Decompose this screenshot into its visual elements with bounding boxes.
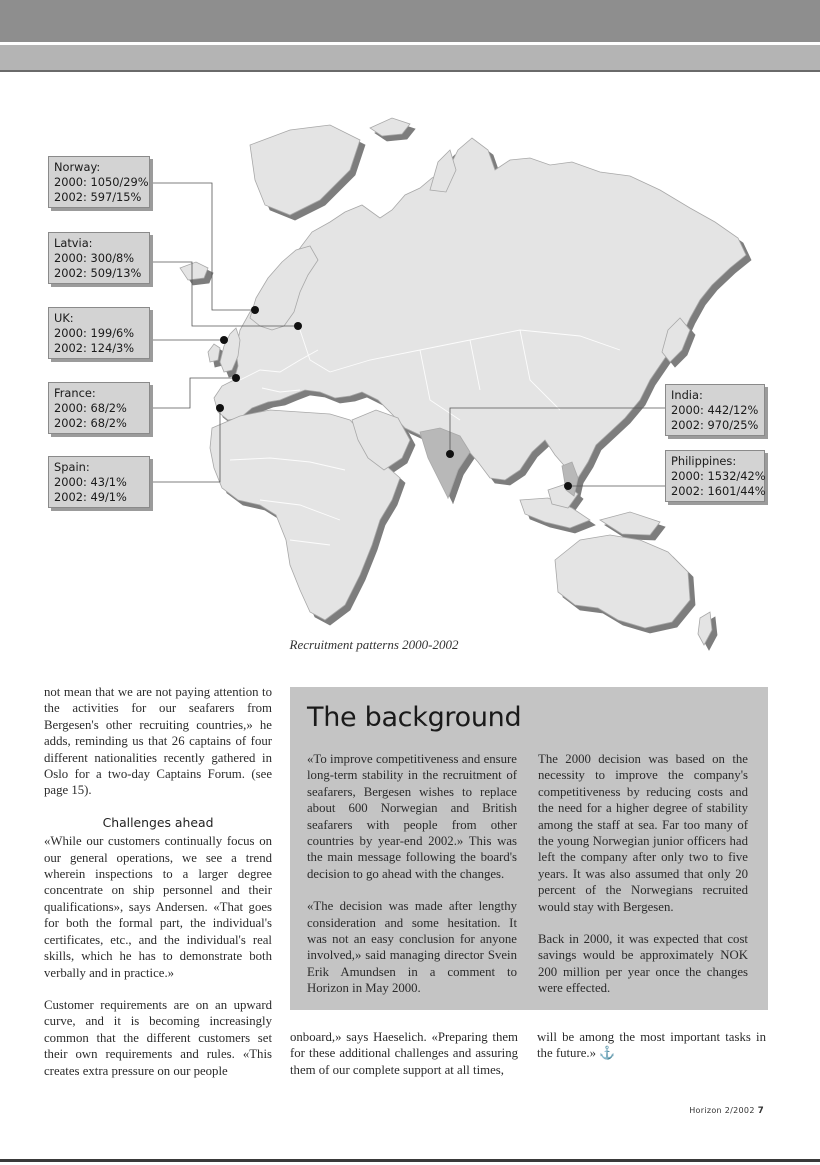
label-value-2000: 2000: 43/1% [54,475,127,489]
marker-france [232,374,240,382]
article-left-column [44,684,272,1095]
label-value-2002: 2002: 509/13% [54,266,142,280]
label-value-2000: 2000: 1050/29% [54,175,149,189]
landmass-iceland [180,262,208,280]
landmass-new-guinea [600,512,660,535]
bottom-rule [0,1159,820,1162]
article-right-bottom: will be among the most important tasks in the future.» ⚓ [537,1030,766,1061]
issue-label: Horizon 2/2002 [689,1106,755,1115]
label-philippines [665,450,765,502]
paragraph: The 2000 decision was based on the necessity to improve the company's competitiveness by reducing costs and the need for a higher degree of stability among the staff at sea. Far too many of the young Norwegian junior officers had left the company after only two to five years. It was also assumed that only 20 percent of the Norwegians recruited would stay with Bergesen. [538,752,748,914]
label-value-2000: 2000: 1532/42% [671,469,766,483]
label-country: Spain: [54,460,90,474]
label-uk [48,307,150,359]
paragraph: Back in 2000, it was expected that cost savings would be approximately NOK 200 million per year once the changes were effected. [538,932,748,996]
label-country: UK: [54,311,74,325]
label-latvia [48,232,150,284]
label-value-2002: 2002: 597/15% [54,190,142,204]
header-band-dark [0,0,820,42]
label-value-2002: 2002: 124/3% [54,341,135,355]
label-value-2000: 2000: 300/8% [54,251,135,265]
label-country: India: [671,388,703,402]
marker-india [446,450,454,458]
article-middle-bottom: onboard,» says Haeselich. «Preparing them for these additional challenges and assuring them of our complete support at all times, [290,1030,518,1077]
marker-philippines [564,482,572,490]
label-value-2002: 2002: 68/2% [54,416,127,430]
landmass-uk [220,328,240,372]
label-value-2002: 2002: 1601/44% [671,484,766,498]
landmass-australia [555,535,690,628]
marker-latvia [294,322,302,330]
label-value-2000: 2000: 199/6% [54,326,135,340]
header-band-light [0,45,820,72]
leader-norway [150,183,255,310]
label-country: Philippines: [671,454,737,468]
paragraph: «The decision was made after lengthy consideration and some hesitation. It was not an easy conclusion for anyone involved,» said managing director Svein Erik Amundsen in a comment to Horizon in May 2000. [307,899,517,996]
paragraph: «To improve competitiveness and ensure long-term stability in the recruitment of seafarers, Bergesen wishes to replace about 600 Norwegian and British seafarers with people from other countries by year-end 2002.» This was the main message following the board's decision to go ahead with the changes. [307,752,517,881]
page-number: 7 [757,1106,764,1116]
landmass-ireland [208,344,220,362]
paragraph: «While our customers continually focus on our general operations, we see a trend wherein inspections to a larger degree concentrate on ship personnel and their qualifications», says Andersen. «That goes for both the formal part, the individual's certificates, etc., and the individual's real skills, which he has to demonstrate both verbally and in practice.» [44,834,272,980]
page-footer [689,1106,764,1116]
background-box-column-1 [307,751,517,1013]
label-spain [48,456,150,508]
label-value-2000: 2000: 68/2% [54,401,127,415]
marker-uk [220,336,228,344]
landmass-arctic-islands [370,118,410,136]
background-box-column-2 [538,751,748,1013]
label-value-2002: 2002: 970/25% [671,418,759,432]
leader-spain [150,408,220,482]
label-country: France: [54,386,96,400]
label-country: Norway: [54,160,101,174]
label-value-2002: 2002: 49/1% [54,490,127,504]
label-country: Latvia: [54,236,93,250]
marker-norway [251,306,259,314]
paragraph: not mean that we are not paying attention to the activities for our seafarers from Bergesen's other recruiting countries,» he adds, reminding us that 26 captains of four different nationalities recently gathered in Oslo for a two-day Captains Forum. (see page 15). [44,685,272,798]
background-box-title: The background [307,702,522,733]
label-norway [48,156,150,208]
label-india [665,384,765,436]
subheading: Challenges ahead [102,814,214,830]
marker-spain [216,404,224,412]
label-france [48,382,150,434]
map-caption: Recruitment patterns 2000-2002 [289,637,459,652]
paragraph: Customer requirements are on an upward curve, and it is becoming increasingly common that the different customers set their own requirements and rules. «This creates extra pressure on our people [44,997,272,1078]
label-value-2000: 2000: 442/12% [671,403,759,417]
landmass-greenland [250,125,360,215]
